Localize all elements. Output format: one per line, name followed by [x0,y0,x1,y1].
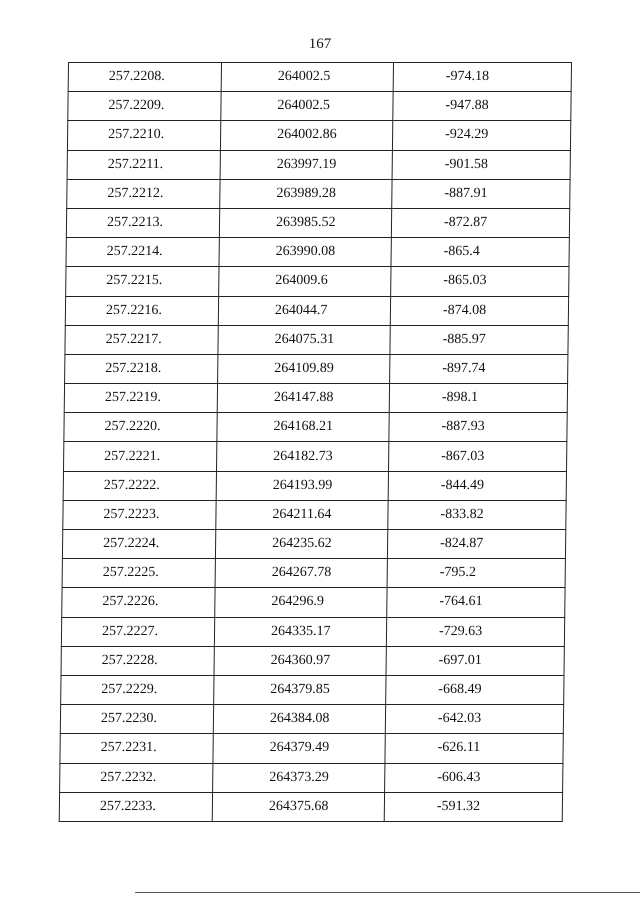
point-id-cell: 257.2226. [62,588,215,617]
x-coordinate-cell: 264193.99 [216,471,388,500]
point-id-cell: 257.2219. [64,384,217,413]
x-coordinate-cell: 264384.08 [213,705,385,734]
page-number: 167 [308,36,332,52]
table-row [67,179,570,208]
point-id-cell: 257.2210. [67,121,220,150]
point-id-cell: 257.2227. [61,617,214,646]
point-id-cell: 257.2215. [66,267,219,296]
point-id-cell: 257.2217. [65,325,218,354]
y-coordinate-cell: -764.61 [387,588,565,617]
table-body [59,63,571,822]
table-row [65,296,568,325]
point-id-cell: 257.2208. [68,63,221,92]
point-id-cell: 257.2229. [61,675,214,704]
x-coordinate-cell: 264075.31 [218,325,390,354]
y-coordinate-cell: -872.87 [391,208,569,237]
table-row [60,705,563,734]
point-id-cell: 257.2230. [60,705,213,734]
coordinate-table [59,62,572,822]
table-row [60,763,563,792]
table-row [64,384,567,413]
table-row [64,413,567,442]
point-id-cell: 257.2213. [66,208,219,237]
y-coordinate-cell: -626.11 [385,734,563,763]
point-id-cell: 257.2228. [61,646,214,675]
x-coordinate-cell: 264267.78 [215,559,387,588]
x-coordinate-cell: 264211.64 [216,500,388,529]
table-row [66,267,569,296]
y-coordinate-cell: -885.97 [390,325,568,354]
x-coordinate-cell: 264109.89 [218,354,390,383]
table-row [67,121,570,150]
table-row [63,500,566,529]
table-row [59,792,562,821]
y-coordinate-cell: -974.18 [393,63,571,92]
table-row [66,238,569,267]
table-row [62,530,565,559]
x-coordinate-cell: 264168.21 [217,413,389,442]
y-coordinate-cell: -668.49 [386,675,564,704]
point-id-cell: 257.2224. [62,530,215,559]
table-row [66,208,569,237]
table-row [60,734,563,763]
x-coordinate-cell: 264002.5 [221,63,393,92]
table-row [65,325,568,354]
x-coordinate-cell: 264235.62 [215,530,387,559]
y-coordinate-cell: -833.82 [388,500,566,529]
table-row [61,617,564,646]
point-id-cell: 257.2216. [65,296,218,325]
x-coordinate-cell: 264147.88 [217,384,389,413]
y-coordinate-cell: -591.32 [384,792,562,821]
x-coordinate-cell: 263997.19 [220,150,392,179]
x-coordinate-cell: 264360.97 [214,646,386,675]
x-coordinate-cell: 264044.7 [218,296,390,325]
y-coordinate-cell: -865.03 [391,267,569,296]
point-id-cell: 257.2232. [60,763,213,792]
point-id-cell: 257.2225. [62,559,215,588]
x-coordinate-cell: 264002.5 [221,92,393,121]
point-id-cell: 257.2233. [59,792,212,821]
y-coordinate-cell: -697.01 [386,646,564,675]
table-row [65,354,568,383]
y-coordinate-cell: -897.74 [390,354,568,383]
y-coordinate-cell: -844.49 [388,471,566,500]
y-coordinate-cell: -924.29 [392,121,570,150]
table-row [64,442,567,471]
point-id-cell: 257.2218. [65,354,218,383]
table-row [63,471,566,500]
y-coordinate-cell: -947.88 [393,92,571,121]
y-coordinate-cell: -865.4 [391,238,569,267]
table-row [62,559,565,588]
point-id-cell: 257.2209. [68,92,221,121]
y-coordinate-cell: -795.2 [387,559,565,588]
point-id-cell: 257.2220. [64,413,217,442]
x-coordinate-cell: 263985.52 [219,208,391,237]
y-coordinate-cell: -867.03 [389,442,567,471]
point-id-cell: 257.2222. [63,471,216,500]
table-row [61,675,564,704]
x-coordinate-cell: 264002.86 [220,121,392,150]
point-id-cell: 257.2214. [66,238,219,267]
table-row [62,588,565,617]
x-coordinate-cell: 264335.17 [214,617,386,646]
y-coordinate-cell: -887.93 [389,413,567,442]
y-coordinate-cell: -887.91 [392,179,570,208]
table-row [61,646,564,675]
point-id-cell: 257.2223. [63,500,216,529]
y-coordinate-cell: -898.1 [389,384,567,413]
table-row [68,92,571,121]
y-coordinate-cell: -642.03 [385,705,563,734]
bottom-rule [135,892,640,893]
x-coordinate-cell: 264373.29 [213,763,385,792]
x-coordinate-cell: 264375.68 [212,792,384,821]
point-id-cell: 257.2212. [67,179,220,208]
x-coordinate-cell: 263989.28 [220,179,392,208]
y-coordinate-cell: -874.08 [390,296,568,325]
point-id-cell: 257.2221. [64,442,217,471]
table-row [67,150,570,179]
x-coordinate-cell: 263990.08 [219,238,391,267]
table-row [68,63,571,92]
x-coordinate-cell: 264296.9 [215,588,387,617]
point-id-cell: 257.2211. [67,150,220,179]
point-id-cell: 257.2231. [60,734,213,763]
x-coordinate-cell: 264379.49 [213,734,385,763]
x-coordinate-cell: 264182.73 [217,442,389,471]
y-coordinate-cell: -901.58 [392,150,570,179]
x-coordinate-cell: 264379.85 [214,675,386,704]
y-coordinate-cell: -824.87 [387,530,565,559]
x-coordinate-cell: 264009.6 [219,267,391,296]
y-coordinate-cell: -729.63 [386,617,564,646]
y-coordinate-cell: -606.43 [385,763,563,792]
